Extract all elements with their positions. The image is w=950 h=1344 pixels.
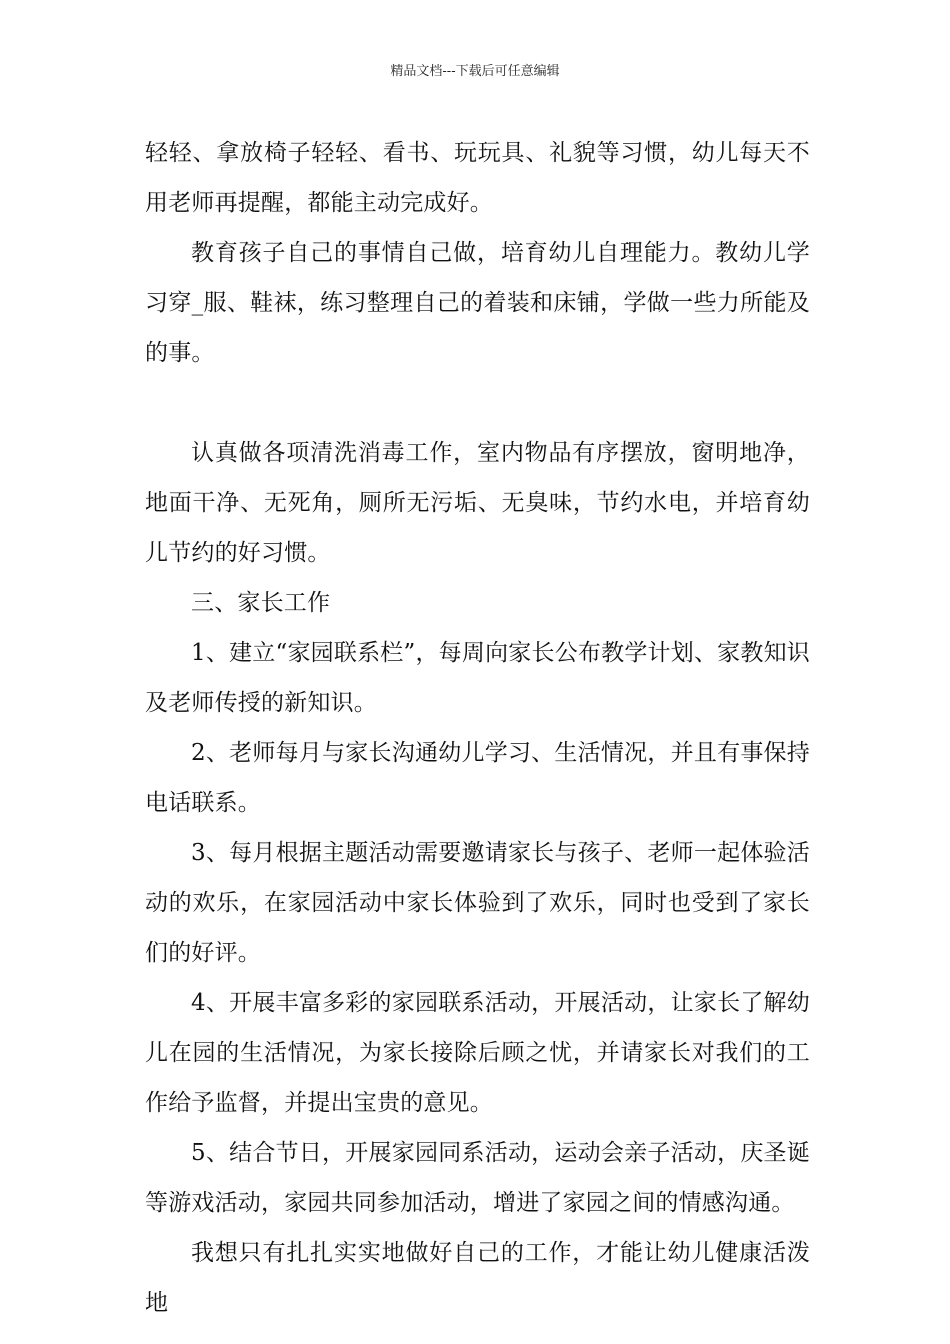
paragraph-self-care: 教育孩子自己的事情自己做，培育幼儿自理能力。教幼儿学习穿_服、鞋袜，练习整理自己的着装和床铺，学做一些力所能及的事。 (145, 240, 810, 366)
section-heading-parent-work: 三、家长工作 (191, 590, 331, 616)
list-item-2: 2、老师每月与家长沟通幼儿学习、生活情况，并且有事保持电话联系。 (145, 740, 810, 816)
paragraph-gap (145, 378, 810, 428)
paragraph-closing: 我想只有扎扎实实地做好自己的工作，才能让幼儿健康活泼地 (145, 1240, 810, 1316)
page-header: 精品文档---下载后可任意编辑 (390, 64, 560, 79)
list-item-1: 1、建立“家园联系栏”，每周向家长公布教学计划、家教知识及老师传授的新知识。 (145, 640, 810, 716)
list-item-4: 4、开展丰富多彩的家园联系活动，开展活动，让家长了解幼儿在园的生活情况，为家长接除后顾之忧，并请家长对我们的工作给予监督，并提出宝贵的意见。 (145, 990, 810, 1116)
document-body (145, 128, 810, 1328)
paragraph-hygiene: 认真做各项清洗消毒工作，室内物品有序摆放，窗明地净，地面干净、无死角，厕所无污垢、无臭味，节约水电，并培育幼儿节约的好习惯。 (145, 440, 810, 566)
list-item-3: 3、每月根据主题活动需要邀请家长与孩子、老师一起体验活动的欢乐，在家园活动中家长体验到了欢乐，同时也受到了家长们的好评。 (145, 840, 810, 966)
list-item-5: 5、结合节日，开展家园同系活动，运动会亲子活动，庆圣诞等游戏活动，家园共同参加活动，增进了家园之间的情感沟通。 (145, 1140, 810, 1216)
paragraph-continuation: 轻轻、拿放椅子轻轻、看书、玩玩具、礼貌等习惯，幼儿每天不用老师再提醒，都能主动完成好。 (145, 140, 810, 216)
